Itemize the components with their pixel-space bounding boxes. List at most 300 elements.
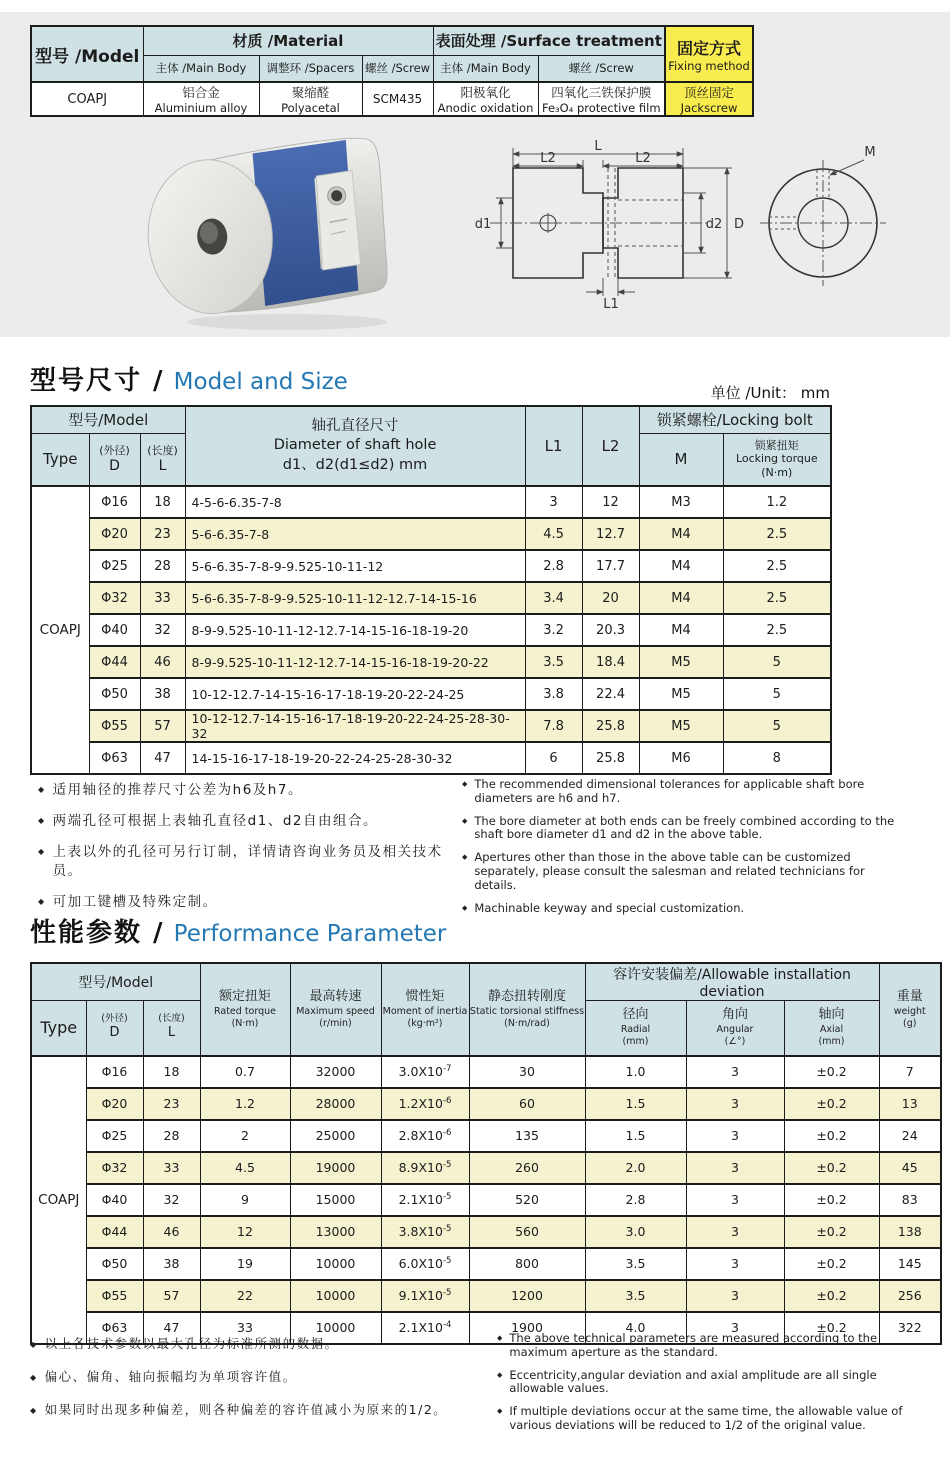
bullet-icon: ◆: [38, 816, 46, 826]
radial-en: Radial: [620, 1024, 651, 1036]
cell-stiffness: 1900: [469, 1312, 585, 1344]
cell-radial: 1.5: [585, 1120, 686, 1152]
cell-torque: 2.5: [723, 550, 831, 582]
table-row: [31, 486, 831, 518]
table-row: [31, 518, 831, 550]
cell-l1: 7.8: [525, 710, 582, 742]
cell-torque: 1.2: [200, 1088, 290, 1120]
shaft-header-range: d1、d2(d1≤d2) mm: [282, 456, 428, 473]
cell-speed: 10000: [290, 1248, 381, 1280]
perf-notes-zh: [30, 1336, 490, 1435]
type-cell: COAPJ: [31, 486, 89, 774]
cell-l1: 3.5: [525, 646, 582, 678]
note-item: [38, 812, 468, 830]
cell-l: 28: [143, 1120, 200, 1152]
col-header-axial: [784, 1001, 879, 1056]
note-item: [462, 851, 902, 892]
cell-radial: 3.5: [585, 1280, 686, 1312]
cell-surface-screw: [538, 82, 665, 116]
l-header-zh: (长度): [158, 1013, 185, 1025]
cell-d: Φ55: [89, 710, 140, 742]
cell-l: 33: [143, 1152, 200, 1184]
bullet-icon: ◆: [38, 785, 46, 794]
rated-torque-en: Rated torque: [213, 1005, 276, 1017]
cell-shaft: 5-6-6.35-7-8-9-9.525-10-11-12: [185, 550, 525, 582]
note-text: 上表以外的孔径可另行订制，详情请咨询业务员及相关技术员。: [52, 844, 443, 879]
torque-header-en: Locking torque: [735, 452, 818, 466]
cell-inertia: $2.1X10^{-4}$: [381, 1312, 469, 1344]
weight-zh: 重量: [896, 988, 923, 1004]
cell-l: 32: [143, 1184, 200, 1216]
spacers-zh: 聚缩醛: [291, 85, 330, 100]
col-header-type: Type: [31, 1001, 86, 1056]
size-notes-zh: [38, 781, 468, 924]
surface-screw-en: Fe₃O₄ protective film: [541, 101, 661, 115]
main-body-en: Aluminium alloy: [154, 101, 248, 115]
angular-en: Angular: [716, 1024, 754, 1036]
cell-radial: 1.5: [585, 1088, 686, 1120]
col-header-rated-torque: [200, 963, 290, 1056]
note-item: [30, 1369, 490, 1386]
table-row: [31, 1248, 941, 1280]
cell-l: 23: [140, 518, 185, 550]
cell-d: Φ20: [89, 518, 140, 550]
type-cell: COAPJ: [31, 1056, 86, 1344]
cell-l: 47: [143, 1312, 200, 1344]
surface-main-en: Anodic oxidation: [437, 101, 534, 115]
col-header-spacers: 调整环 /Spacers: [259, 55, 362, 82]
d-header-zh: (外径): [99, 443, 130, 457]
torque-header-zh: 锁紧扭矩: [754, 438, 799, 452]
cell-l: 18: [143, 1056, 200, 1088]
cell-angular: 3: [686, 1216, 784, 1248]
cell-weight: 45: [879, 1152, 941, 1184]
note-text: 如果同时出现多种偏差，则各种偏差的容许值减小为原来的1/2。: [44, 1401, 448, 1417]
cell-l1: 2.8: [525, 550, 582, 582]
surface-main-zh: 阳极氧化: [460, 85, 511, 100]
cell-stiffness: 560: [469, 1216, 585, 1248]
cell-weight: 138: [879, 1216, 941, 1248]
cell-inertia: $1.2X10^{-6}$: [381, 1088, 469, 1120]
fixing-en: Jackscrew: [680, 101, 738, 115]
cell-d: Φ55: [86, 1280, 143, 1312]
cell-l2: 18.4: [582, 646, 639, 678]
cell-angular: 3: [686, 1312, 784, 1344]
col-header-stiffness: [469, 963, 585, 1056]
note-text: 适用轴径的推荐尺寸公差为h6及h7。: [52, 782, 303, 798]
cell-m: M6: [639, 742, 723, 774]
surface-screw-zh: 四氧化三铁保护膜: [551, 85, 652, 100]
note-item: [497, 1369, 927, 1397]
radial-zh: 径向: [622, 1007, 649, 1023]
perf-section-title: [30, 912, 446, 949]
axial-zh: 轴向: [818, 1007, 845, 1023]
cell-stiffness: 30: [469, 1056, 585, 1088]
cell-d: Φ20: [86, 1088, 143, 1120]
col-header-model-group: 型号/Model: [31, 963, 200, 1001]
cell-angular: 3: [686, 1248, 784, 1280]
cell-d: Φ16: [89, 486, 140, 518]
bullet-icon: ◆: [38, 896, 46, 906]
bullet-icon: ◆: [497, 1334, 503, 1342]
col-header-surface-screw: 螺丝 /Screw: [538, 55, 665, 82]
cell-weight: 83: [879, 1184, 941, 1216]
bullet-icon: ◆: [30, 1372, 38, 1382]
bullet-icon: ◆: [497, 1407, 503, 1416]
size-title-zh: 型号尺寸 /: [30, 366, 165, 396]
cell-shaft: 8-9-9.525-10-11-12-12.7-14-15-16-18-19-20: [185, 614, 525, 646]
cell-l2: 25.8: [582, 742, 639, 774]
cell-d: Φ63: [86, 1312, 143, 1344]
cell-screw: SCM435: [362, 82, 433, 116]
cell-speed: 10000: [290, 1280, 381, 1312]
col-header-l: [143, 1001, 200, 1056]
main-body-zh: 铝合金: [182, 85, 220, 100]
cell-stiffness: 60: [469, 1088, 585, 1120]
cell-m: M4: [639, 518, 723, 550]
cell-d: Φ40: [89, 614, 140, 646]
angular-zh: 角向: [721, 1007, 748, 1023]
cell-speed: 13000: [290, 1216, 381, 1248]
table-row: [31, 1088, 941, 1120]
col-header-locking-group: 锁紧螺栓/Locking bolt: [639, 406, 831, 433]
cell-speed: 25000: [290, 1120, 381, 1152]
cell-speed: 15000: [290, 1184, 381, 1216]
note-text: Apertures other than those in the above table can be customized separately, please consult the salesman and related technicians for details.: [474, 850, 865, 892]
table-row: [31, 710, 831, 742]
col-header-type: Type: [31, 433, 89, 486]
cell-fixing: [665, 82, 753, 116]
note-text: 偏心、偏角、轴向振幅均为单项容许值。: [44, 1368, 297, 1384]
cell-torque: 19: [200, 1248, 290, 1280]
cell-inertia: $3.0X10^{-7}$: [381, 1056, 469, 1088]
angular-unit: (∠°): [724, 1036, 746, 1048]
cell-axial: ±0.2: [784, 1312, 879, 1344]
col-header-screw: 螺丝 /Screw: [362, 55, 433, 82]
cell-m: M3: [639, 486, 723, 518]
col-header-angular: [686, 1001, 784, 1056]
cell-shaft: 14-15-16-17-18-19-20-22-24-25-28-30-32: [185, 742, 525, 774]
cell-torque: 2.5: [723, 614, 831, 646]
cell-l: 38: [140, 678, 185, 710]
performance-table: [30, 962, 942, 1345]
d-header: D: [109, 457, 120, 474]
cell-l1: 3.8: [525, 678, 582, 710]
axial-en: Axial: [819, 1024, 844, 1036]
cell-axial: ±0.2: [784, 1088, 879, 1120]
cell-radial: 3.0: [585, 1216, 686, 1248]
bullet-icon: ◆: [462, 816, 468, 825]
cell-model: COAPJ: [31, 82, 143, 116]
cell-torque: 5: [723, 710, 831, 742]
weight-unit: (g): [903, 1017, 917, 1029]
note-item: [30, 1336, 490, 1353]
spacers-en: Polyacetal: [281, 101, 340, 115]
col-header-l2: L2: [582, 406, 639, 486]
cell-inertia: $2.8X10^{-6}$: [381, 1120, 469, 1152]
cell-shaft: 10-12-12.7-14-15-16-17-18-19-20-22-24-25: [185, 678, 525, 710]
col-header-radial: [585, 1001, 686, 1056]
note-text: 可加工键槽及特殊定制。: [52, 893, 218, 910]
cell-d: Φ44: [89, 646, 140, 678]
dim-label-l2-left: L2: [540, 151, 556, 166]
note-text: The bore diameter at both ends can be freely combined according to the shaft bore diameter d1 and d2 in the above table.: [474, 813, 895, 842]
cell-weight: 145: [879, 1248, 941, 1280]
radial-unit: (mm): [622, 1036, 649, 1048]
cell-axial: ±0.2: [784, 1248, 879, 1280]
cell-torque: 1.2: [723, 486, 831, 518]
d-header-zh: (外径): [101, 1013, 128, 1025]
l-header: L: [167, 1025, 176, 1041]
cell-speed: 10000: [290, 1312, 381, 1344]
cell-torque: 12: [200, 1216, 290, 1248]
cell-angular: 3: [686, 1120, 784, 1152]
note-item: [38, 843, 468, 879]
cell-torque: 22: [200, 1280, 290, 1312]
cell-l: 33: [140, 582, 185, 614]
material-spec-table: [30, 25, 754, 117]
d-header: D: [109, 1025, 120, 1041]
cell-l: 46: [140, 646, 185, 678]
cell-l1: 3.2: [525, 614, 582, 646]
cell-weight: 256: [879, 1280, 941, 1312]
cell-radial: 2.8: [585, 1184, 686, 1216]
cell-weight: 13: [879, 1088, 941, 1120]
cell-torque: 2.5: [723, 582, 831, 614]
col-header-main-body: 主体 /Main Body: [143, 55, 259, 82]
cell-weight: 322: [879, 1312, 941, 1344]
note-item: [30, 1402, 490, 1419]
table-row: [31, 1184, 941, 1216]
col-header-shaft-hole: [185, 406, 525, 486]
weight-en: weight: [893, 1005, 926, 1017]
cell-l2: 22.4: [582, 678, 639, 710]
cell-d: Φ50: [86, 1248, 143, 1280]
col-header-surface-main: 主体 /Main Body: [433, 55, 538, 82]
cell-torque: 33: [200, 1312, 290, 1344]
bullet-icon: ◆: [462, 780, 468, 788]
cell-l2: 20: [582, 582, 639, 614]
cell-l: 38: [143, 1248, 200, 1280]
col-header-deviation-group: 容许安装偏差/Allowable installation deviation: [585, 963, 879, 1001]
cell-weight: 7: [879, 1056, 941, 1088]
dim-label-d1: d1: [474, 217, 492, 232]
table-row: [31, 1056, 941, 1088]
cell-d: Φ32: [89, 582, 140, 614]
stiffness-en: Static torsional stiffness: [469, 1005, 585, 1017]
note-text: If multiple deviations occur at the same time, the allowable value of various deviations will be reduced to 1/2 of the original value.: [509, 1404, 903, 1432]
cell-torque: 0.7: [200, 1056, 290, 1088]
cell-l2: 12: [582, 486, 639, 518]
cell-angular: 3: [686, 1280, 784, 1312]
cell-shaft: 10-12-12.7-14-15-16-17-18-19-20-22-24-25-28-30-32: [185, 710, 525, 742]
cell-m: M4: [639, 550, 723, 582]
l-header: L: [158, 457, 167, 474]
col-header-material: 材质 /Material: [143, 26, 433, 55]
dim-label-d2: d2: [705, 217, 723, 232]
perf-title-zh: 性能参数 /: [30, 918, 165, 948]
cell-m: M5: [639, 646, 723, 678]
cell-l1: 6: [525, 742, 582, 774]
bullet-icon: ◆: [497, 1370, 503, 1379]
col-header-max-speed: [290, 963, 381, 1056]
cell-stiffness: 1200: [469, 1280, 585, 1312]
bullet-icon: ◆: [30, 1340, 38, 1349]
cell-l1: 3.4: [525, 582, 582, 614]
product-photo: [112, 126, 442, 333]
bullet-icon: ◆: [462, 903, 468, 912]
cell-angular: 3: [686, 1184, 784, 1216]
table-row: [31, 1120, 941, 1152]
cell-torque: 2: [200, 1120, 290, 1152]
cell-shaft: 5-6-6.35-7-8: [185, 518, 525, 550]
l-header-zh: (长度): [147, 443, 178, 457]
cell-d: Φ32: [86, 1152, 143, 1184]
col-header-surface: 表面处理 /Surface treatment: [433, 26, 665, 55]
cell-torque: 2.5: [723, 518, 831, 550]
cell-stiffness: 520: [469, 1184, 585, 1216]
torque-header-unit: (N·m): [761, 466, 793, 480]
cell-l: 46: [143, 1216, 200, 1248]
dim-label-l: L: [594, 139, 602, 154]
cell-l: 23: [143, 1088, 200, 1120]
cell-l: 57: [140, 710, 185, 742]
dim-label-d: D: [733, 217, 745, 232]
cell-speed: 32000: [290, 1056, 381, 1088]
table-row: [31, 742, 831, 774]
shaft-header-en: Diameter of shaft hole: [273, 437, 437, 454]
dimension-drawing: [468, 138, 930, 318]
cell-l1: 4.5: [525, 518, 582, 550]
cell-stiffness: 260: [469, 1152, 585, 1184]
col-header-d: [86, 1001, 143, 1056]
col-header-model: 型号 /Model: [31, 26, 143, 82]
cell-l2: 25.8: [582, 710, 639, 742]
stiffness-unit: (N·m/rad): [504, 1017, 550, 1029]
cell-inertia: $3.8X10^{-5}$: [381, 1216, 469, 1248]
fixing-header-zh: 固定方式: [677, 38, 742, 58]
dim-label-m: M: [864, 145, 876, 160]
size-notes-en: [462, 778, 902, 924]
cell-main-body: [143, 82, 259, 116]
inertia-unit: (kg·m²): [407, 1017, 443, 1029]
cell-weight: 24: [879, 1120, 941, 1152]
cell-inertia: $2.1X10^{-5}$: [381, 1184, 469, 1216]
col-header-inertia: [381, 963, 469, 1056]
table-row: [31, 614, 831, 646]
note-item: [38, 893, 468, 911]
cell-shaft: 5-6-6.35-7-8-9-9.525-10-11-12-12.7-14-15-16: [185, 582, 525, 614]
cell-m: M4: [639, 614, 723, 646]
col-header-fixing: [665, 26, 753, 82]
size-title-en: Model and Size: [173, 369, 348, 395]
cell-axial: ±0.2: [784, 1152, 879, 1184]
cell-l2: 17.7: [582, 550, 639, 582]
bullet-icon: ◆: [38, 847, 46, 857]
note-item: [497, 1405, 927, 1433]
cell-torque: 5: [723, 646, 831, 678]
cell-angular: 3: [686, 1152, 784, 1184]
cell-axial: ±0.2: [784, 1120, 879, 1152]
cell-d: Φ16: [86, 1056, 143, 1088]
max-speed-unit: (r/min): [319, 1017, 352, 1029]
table-row: [31, 1152, 941, 1184]
cell-inertia: $6.0X10^{-5}$: [381, 1248, 469, 1280]
cell-l: 32: [140, 614, 185, 646]
cell-radial: 1.0: [585, 1056, 686, 1088]
cell-inertia: $9.1X10^{-5}$: [381, 1280, 469, 1312]
photo-shadow: [187, 314, 387, 330]
cell-torque: 5: [723, 678, 831, 710]
cell-torque: 4.5: [200, 1152, 290, 1184]
size-table: [30, 405, 832, 775]
perf-title-en: Performance Parameter: [173, 921, 447, 947]
cell-m: M4: [639, 582, 723, 614]
max-speed-zh: 最高转速: [309, 988, 362, 1004]
size-section-title: [30, 360, 348, 397]
cell-d: Φ44: [86, 1216, 143, 1248]
fixing-header-en: Fixing method: [668, 58, 750, 73]
cell-d: Φ25: [86, 1120, 143, 1152]
cell-l2: 12.7: [582, 518, 639, 550]
dim-label-l2-right: L2: [635, 151, 651, 166]
cell-d: Φ63: [89, 742, 140, 774]
note-item: [462, 778, 902, 806]
col-header-d: [89, 433, 140, 486]
cell-speed: 28000: [290, 1088, 381, 1120]
table-row: [31, 646, 831, 678]
col-header-m: M: [639, 433, 723, 486]
note-text: The recommended dimensional tolerances for applicable shaft bore diameters are h6 and h7.: [474, 777, 865, 805]
cell-l: 47: [140, 742, 185, 774]
cell-d: Φ50: [89, 678, 140, 710]
cell-angular: 3: [686, 1056, 784, 1088]
cell-axial: ±0.2: [784, 1056, 879, 1088]
rated-torque-unit: (N·m): [231, 1017, 259, 1029]
cell-l: 28: [140, 550, 185, 582]
cell-speed: 19000: [290, 1152, 381, 1184]
cell-inertia: $8.9X10^{-5}$: [381, 1152, 469, 1184]
table-row: [31, 582, 831, 614]
cell-m: M5: [639, 678, 723, 710]
table-row: [31, 1280, 941, 1312]
max-speed-en: Maximum speed: [296, 1005, 375, 1017]
cell-l: 18: [140, 486, 185, 518]
perf-notes-en: [497, 1332, 927, 1442]
bullet-icon: ◆: [30, 1405, 38, 1415]
bullet-icon: ◆: [462, 853, 468, 862]
note-item: [462, 815, 902, 843]
cell-axial: ±0.2: [784, 1184, 879, 1216]
unit-label: 单位 /Unit： mm: [710, 384, 830, 402]
col-header-l: [140, 433, 185, 486]
cell-m: M5: [639, 710, 723, 742]
note-item: [38, 781, 468, 799]
cell-spacers: [259, 82, 362, 116]
note-text: The above technical parameters are measured according to the maximum aperture as the standard.: [509, 1331, 878, 1359]
cell-radial: 4.0: [585, 1312, 686, 1344]
dim-label-l1: L1: [603, 297, 619, 312]
cell-torque: 9: [200, 1184, 290, 1216]
inertia-en: Moment of inertia: [382, 1005, 468, 1017]
cell-surface-main: [433, 82, 538, 116]
fixing-zh: 顶丝固定: [684, 85, 735, 100]
inertia-zh: 惯性矩: [405, 988, 445, 1004]
col-header-torque: [723, 433, 831, 486]
note-text: 以上各技术参数以最大孔径为标准所测的数据。: [44, 1336, 339, 1351]
cell-l: 57: [143, 1280, 200, 1312]
col-header-l1: L1: [525, 406, 582, 486]
